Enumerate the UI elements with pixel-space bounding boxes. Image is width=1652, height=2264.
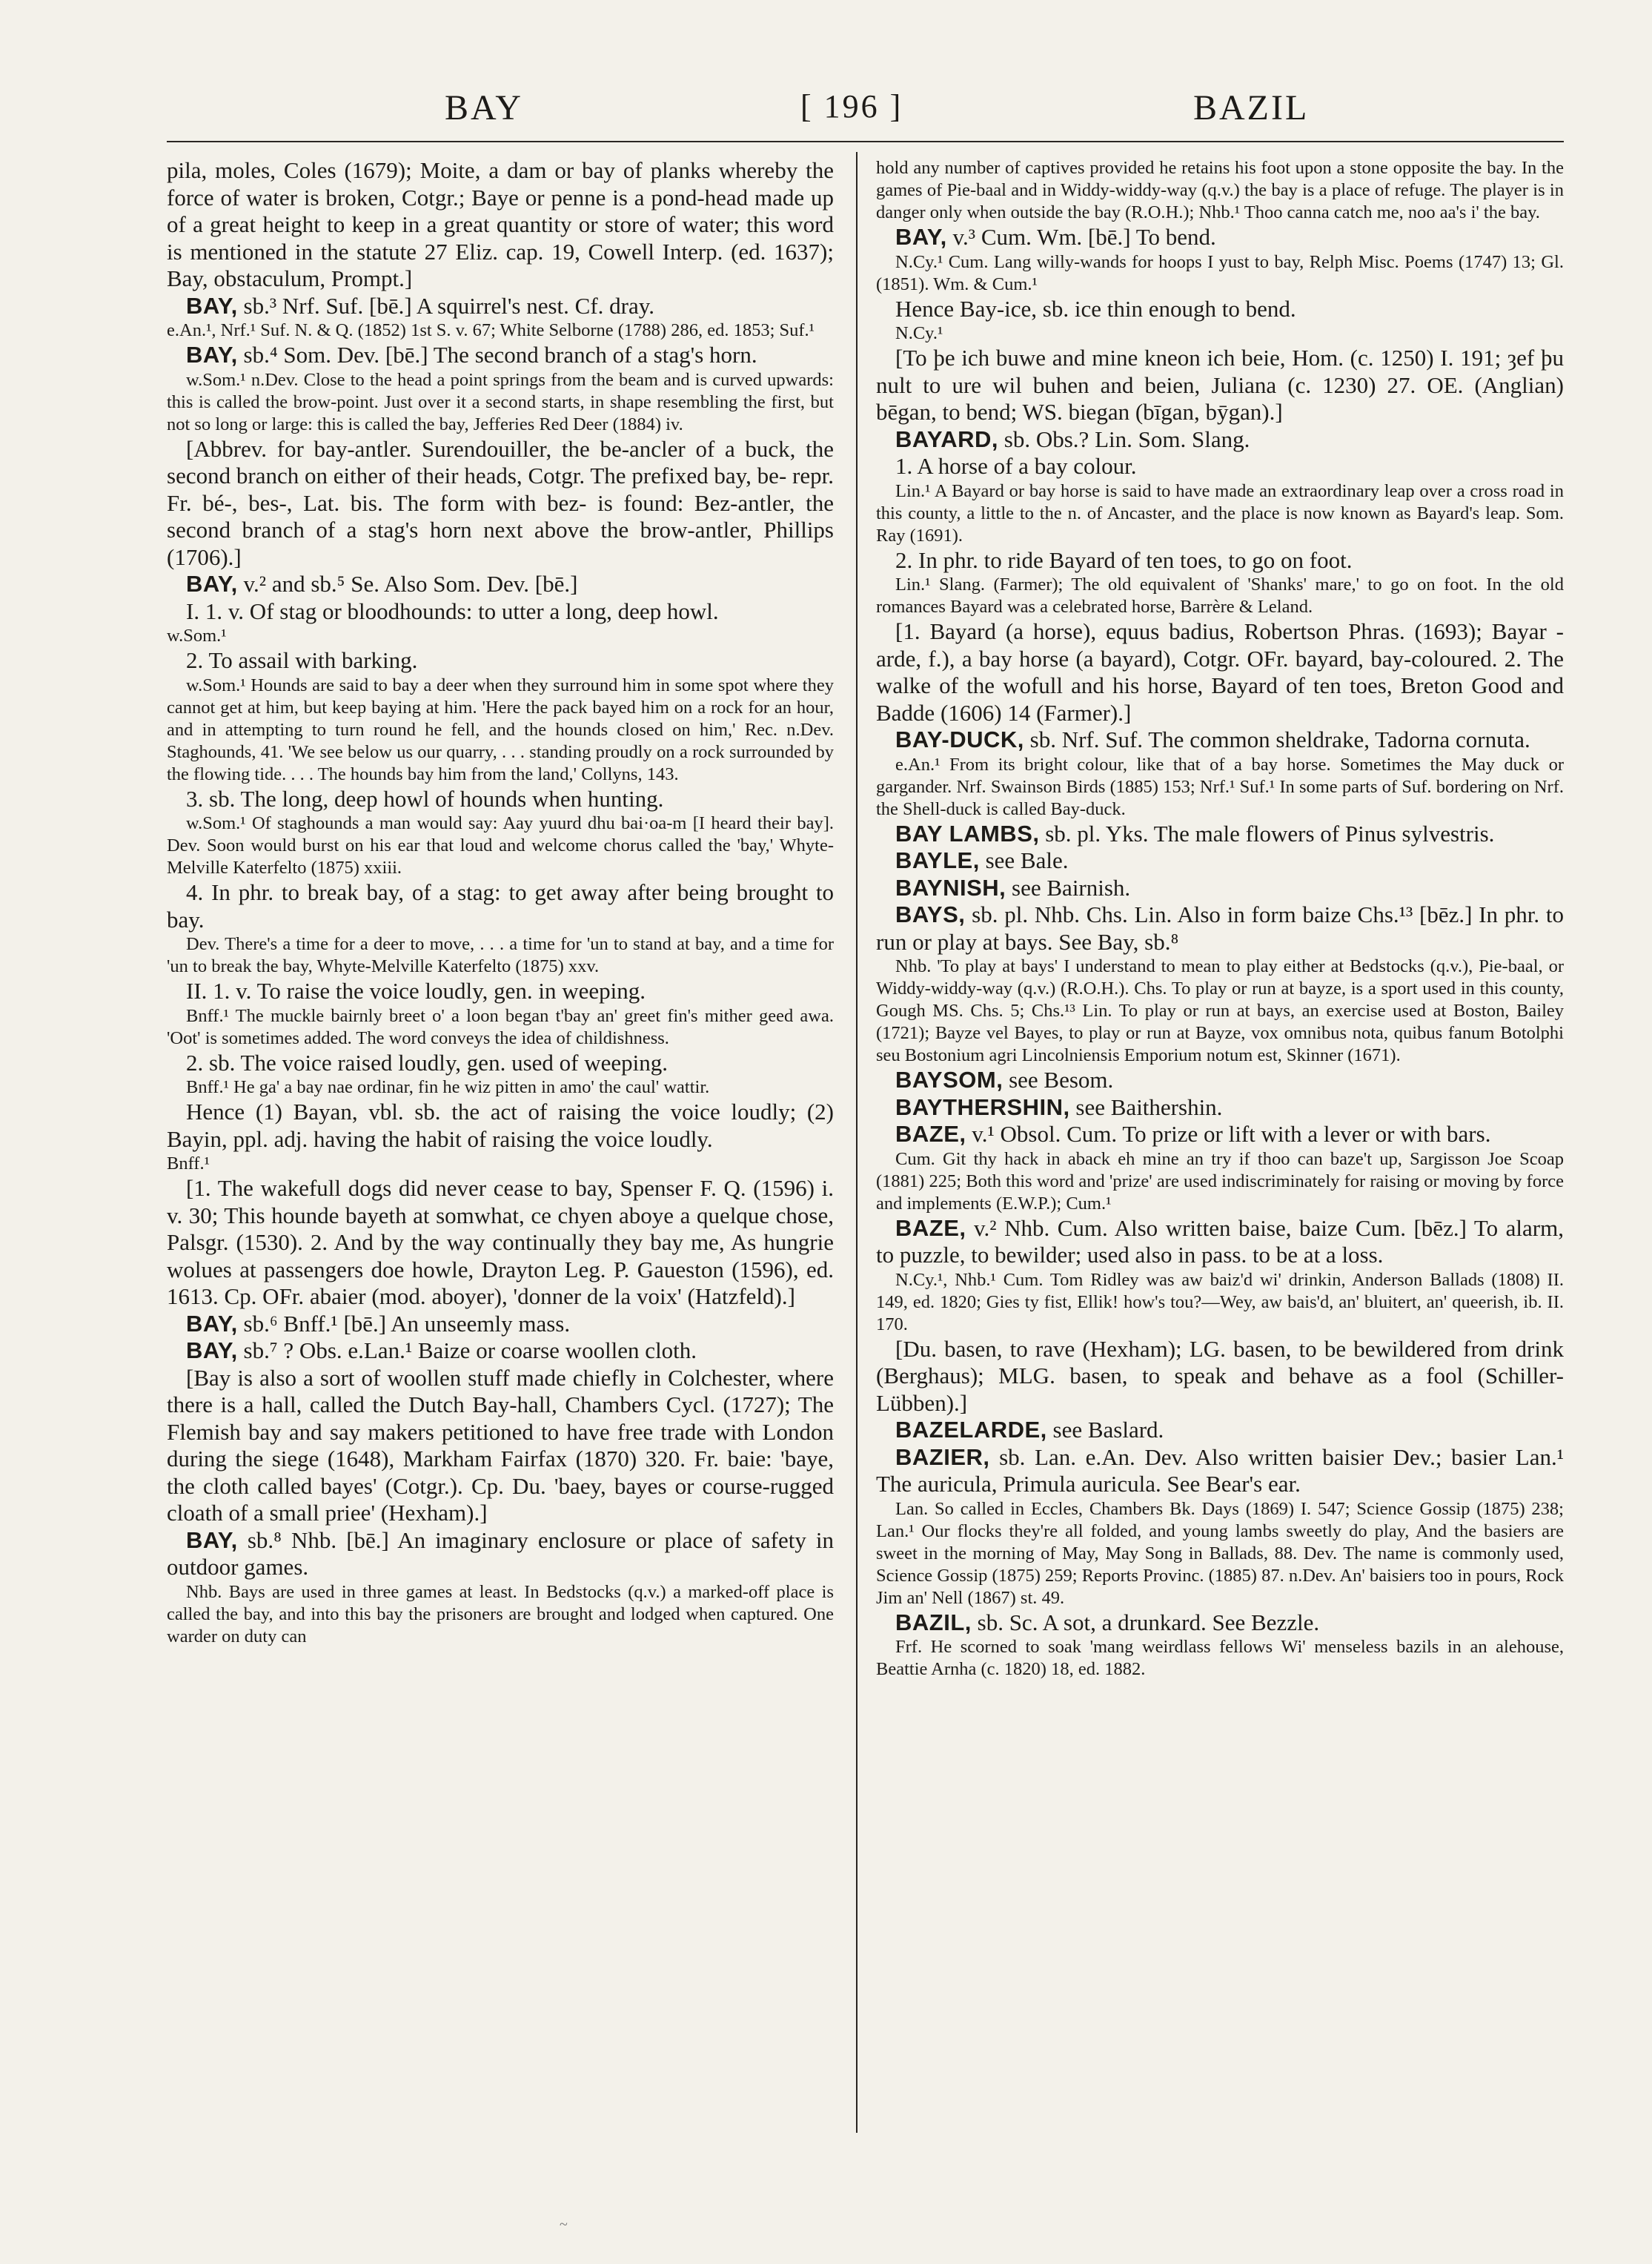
entry-text: [167, 786, 834, 813]
entry-body: Hence (1) Bayan, vbl. sb. the act of raising the voice loudly; (2) Bayin, ppl. adj. having the habit of raising the voice loudly.: [167, 1099, 834, 1152]
page-header: [163, 87, 1564, 147]
entry-body: Nhb. 'To play at bays' I understand to mean to play either at Bedstocks (q.v.), Pie-baal, or Widdy-widdy-way (q.v.) (R.O.H.). Chs. To play or run at bayze, is a sport used in this county, Gough MS. Chs. 5; Chs.¹³ Lin. To play or run at bays, an exercise used at Boston, Bailey (1721); Bayze vel Bayes, to play or run at Bayze, vox omnibus nota, quibus fanum Botolphi seu Bostonium agri Lincolniensis Emporium notum est, Skinner (1671).: [876, 956, 1564, 1065]
entry-body: see Bale.: [979, 847, 1069, 873]
entry-text: [167, 1175, 834, 1311]
entry-body: [Abbrev. for bay-antler. Surendouiller, the be-ancler of a buck, the second branch on either of their heads, Cotgr. The prefixed bay, be- repr. Fr. bé-, bes-, Lat. bis. The form with bez- is found: Bez-antler, the second branch of a stag's horn next above the brow-antler, Phillips (1706).]: [167, 435, 834, 570]
headword: BAY,: [186, 1310, 238, 1337]
entry-text: [876, 1148, 1564, 1215]
entry-body: Nhb. Bays are used in three games at least. In Bedstocks (q.v.) a marked-off place is called the bay, and into this bay the prisoners are brought and lodged when captured. One warder on duty can: [167, 1581, 834, 1646]
entry-body: e.An.¹, Nrf.¹ Suf. N. & Q. (1852) 1st S. v. 67; White Selborne (1788) 286, ed. 1853; Suf.¹: [167, 320, 815, 340]
entry-text: [876, 1636, 1564, 1681]
entry-body: 1. A horse of a bay colour.: [895, 453, 1137, 479]
entry-body: w.Som.¹: [167, 626, 227, 646]
dictionary-entry: [876, 426, 1564, 454]
entry-body: Frf. He scorned to soak 'mang weirdlass fellows Wi' menseless bazils in an alehouse, Beattie Arnha (c. 1820) 18, ed. 1882.: [876, 1637, 1564, 1679]
entry-body: N.Cy.¹, Nhb.¹ Cum. Tom Ridley was aw baiz'd wi' drinkin, Anderson Ballads (1808) II. 149, ed. 1820; Gies ty fist, Ellik! how's tou?—Wey, aw bais'd, an' bluitert, an' queerish, ib. II. 170.: [876, 1269, 1564, 1334]
entry-body: II. 1. v. To raise the voice loudly, gen. in weeping.: [186, 978, 646, 1004]
entry-text: [167, 879, 834, 933]
entry-body: 2. To assail with barking.: [186, 647, 418, 673]
dictionary-entry: [876, 1121, 1564, 1148]
entry-body: sb.⁷ ? Obs. e.Lan.¹ Baize or coarse woollen cloth.: [237, 1337, 697, 1363]
entry-text: [876, 754, 1564, 821]
entry-body: sb. pl. Nhb. Chs. Lin. Also in form baize Chs.¹³ [bēz.] In phr. to run or play at bays. See Bay, sb.⁸: [876, 901, 1564, 955]
entry-body: v.³ Cum. Wm. [bē.] To bend.: [946, 224, 1216, 250]
entry-body: hold any number of captives provided he retains his foot upon a stone opposite the bay. In the games of Pie-baal and in Widdy-widdy-way (q.v.) the bay is a place of refuge. The player is in danger only when outside the bay (R.O.H.); Nhb.¹ Thoo canna catch me, noo aa's i' the bay.: [876, 158, 1564, 222]
entry-text: [167, 1153, 834, 1175]
entry-body: N.Cy.¹: [895, 323, 943, 343]
entry-text: [167, 1050, 834, 1077]
entry-text: [876, 1269, 1564, 1336]
entry-text: [876, 251, 1564, 296]
entry-body: 3. sb. The long, deep howl of hounds when hunting.: [186, 785, 664, 812]
headword: BAYSOM,: [895, 1067, 1004, 1093]
dictionary-entry: [876, 1444, 1564, 1498]
entry-text: [876, 1336, 1564, 1417]
entry-body: sb.⁶ Bnff.¹ [bē.] An unseemly mass.: [237, 1310, 571, 1337]
entry-body: sb.³ Nrf. Suf. [bē.] A squirrel's nest. Cf. dray.: [237, 292, 654, 319]
dictionary-entry: [167, 571, 834, 598]
entry-body: Bnff.¹: [167, 1153, 210, 1174]
headword: BAY,: [186, 571, 238, 597]
dictionary-entry: [167, 1527, 834, 1581]
entry-body: 2. In phr. to ride Bayard of ten toes, to go on foot.: [895, 546, 1353, 573]
entry-body: Lin.¹ A Bayard or bay horse is said to have made an extraordinary leap over a cross road in this county, a little to the n. of Ancaster, and the place is now known as Bayard's leap. Som. Ray (1691).: [876, 480, 1564, 546]
headword: BAYLE,: [895, 847, 980, 873]
entry-text: [876, 296, 1564, 323]
headword: BAYTHERSHIN,: [895, 1093, 1070, 1120]
headword: BAYNISH,: [895, 874, 1006, 901]
entry-text: [876, 157, 1564, 224]
entry-body: w.Som.¹ Of staghounds a man would say: Aay yuurd dhu bai·oa-m [I heard their bay]. Dev. Soon would burst on his ear that loud and welcome chorus called the 'bay,' Whyte-Melville Katerfelto (1875) xxiii.: [167, 813, 834, 878]
entry-body: [Bay is also a sort of woollen stuff made chiefly in Colchester, where there is a hall, called the Dutch Bay-hall, Chambers Cycl. (1727); The Flemish bay and say makers petitioned to have free trade with London during the siege (1648), Markham Fairfax (1870) 320. Fr. baie: 'baye, the cloth called bayes' (Cotgr.). Cp. Du. 'baey, bayes or course-rugged cloath of a small priee' (Hexham).]: [167, 1364, 834, 1526]
dictionary-entry: [876, 1609, 1564, 1637]
entry-body: e.An.¹ From its bright colour, like that of a bay horse. Sometimes the May duck or gargander. Nrf. Swainson Birds (1885) 153; Nrf.¹ Suf.¹ In some parts of Suf. bordering on Nrf. the Shell-duck is called Bay-duck.: [876, 754, 1564, 819]
entry-text: [167, 933, 834, 978]
entry-body: Lan. So called in Eccles, Chambers Bk. Days (1869) I. 547; Science Gossip (1875) 238; Lan.¹ Our flocks they're all folded, and young lambs sweetly do play, And the basiers are sweet in the morning of May, May Song in Ballads, 88. Dev. The name is commonly used, Science Gossip (1875) 259; Reports Provinc. (1885) 87. n.Dev. An' baisiers too in pours, Rock Jim an' Nell (1867) st. 49.: [876, 1498, 1564, 1608]
entry-body: sb. Sc. A sot, a drunkard. See Bezzle.: [971, 1609, 1320, 1635]
entry-text: [167, 436, 834, 572]
dictionary-entry: [167, 1311, 834, 1338]
headword: BAY-DUCK,: [895, 726, 1024, 752]
dictionary-entry: [876, 847, 1564, 875]
entry-body: sb.⁸ Nhb. [bē.] An imaginary enclosure or place of safety in outdoor games.: [167, 1526, 834, 1580]
entry-text: [876, 956, 1564, 1067]
dictionary-entry: [876, 1067, 1564, 1094]
entry-text: [167, 1365, 834, 1527]
headword: BAYARD,: [895, 426, 999, 452]
entry-text: [167, 675, 834, 786]
headword: BAY,: [186, 1337, 238, 1363]
entry-body: v.² and sb.⁵ Se. Also Som. Dev. [bē.]: [237, 571, 578, 597]
entry-body: w.Som.¹ Hounds are said to bay a deer when they surround him in some spot where they cannot get at him, but keep baying at him. 'Here the pack bayed him on a rock for an hour, and in attempting to turn round he fell, and the hounds closed on him,' Rec. n.Dev. Staghounds, 41. 'We see below us our quarry, . . . standing proudly on a rock surrounded by the flowing tide. . . . The hounds bay him from the land,' Collyns, 143.: [167, 675, 834, 784]
entry-body: Dev. There's a time for a deer to move, . . . a time for 'un to stand at bay, and a time for 'un to break the bay, Whyte-Melville Katerfelto (1875) xxv.: [167, 934, 834, 976]
entry-body: sb. pl. Yks. The male flowers of Pinus sylvestris.: [1039, 820, 1495, 847]
entry-text: [876, 574, 1564, 618]
entry-body: pila, moles, Coles (1679); Moite, a dam or bay of planks whereby the force of water is broken, Cotgr.; Baye or penne is a pond-head made up of a great height to keep in a great quantity or store of water; this word is mentioned in the statute 27 Eliz. cap. 19, Cowell Interp. (ed. 1637); Bay, obstaculum, Prompt.]: [167, 157, 834, 291]
entry-body: w.Som.¹ n.Dev. Close to the head a point springs from the beam and is curved upwards: this is called the brow-point. Just over it a second starts, in shape resembling the first, but not so long or large: this is called the bay, Jefferies Red Deer (1884) iv.: [167, 369, 834, 434]
dictionary-entry: [167, 342, 834, 369]
entry-body: [1. Bayard (a horse), equus badius, Robertson Phras. (1693); Bayar -arde, f.), a bay horse (a bayard), Cotgr. OFr. bayard, bay-coloured. 2. The walke of the wofull and his horse, Bayard of ten toes, Breton Good and Badde (1606) 14 (Farmer).]: [876, 618, 1564, 726]
header-rule: [167, 141, 1564, 142]
headword: BAZIL,: [895, 1609, 972, 1635]
entry-text: [167, 978, 834, 1005]
headword: BAY,: [186, 342, 238, 368]
entry-text: [876, 618, 1564, 726]
entry-text: [167, 598, 834, 626]
entry-text: [876, 547, 1564, 575]
entry-body: [1. The wakefull dogs did never cease to bay, Spenser F. Q. (1596) i. v. 30; This hounde bayeth at somwhat, ce chyen aboye a quelque chose, Palsgr. (1530). 2. And by the way continually they bay me, As hungrie wolues at passengers doe howle, Drayton Leg. P. Gaueston (1596), ed. 1613. Cp. OFr. abaier (mod. aboyer), 'donner de la voix' (Hatzfeld).]: [167, 1175, 834, 1309]
entry-body: Hence Bay-ice, sb. ice thin enough to bend.: [895, 295, 1296, 322]
entry-text: [167, 1005, 834, 1050]
dictionary-entry: [167, 293, 834, 320]
entry-body: Lin.¹ Slang. (Farmer); The old equivalent of 'Shanks' mare,' to go on foot. In the old romances Bayard was a celebrated horse, Barrère & Leland.: [876, 575, 1564, 617]
entry-body: sb. Nrf. Suf. The common sheldrake, Tadorna cornuta.: [1024, 726, 1530, 752]
dictionary-entry: [876, 1417, 1564, 1444]
entry-text: [167, 157, 834, 293]
headword: BAY,: [895, 224, 947, 250]
entry-text: [167, 625, 834, 647]
headword: BAZIER,: [895, 1443, 990, 1470]
entry-text: [167, 320, 834, 342]
entry-body: sb. Obs.? Lin. Som. Slang.: [998, 426, 1250, 452]
entry-text: [167, 369, 834, 436]
entry-body: 2. sb. The voice raised loudly, gen. used of weeping.: [186, 1049, 668, 1076]
left-column: [167, 157, 834, 1648]
entry-text: [876, 1498, 1564, 1609]
entry-body: see Baslard.: [1046, 1417, 1164, 1443]
headword: BAZE,: [895, 1214, 966, 1241]
entry-body: v.² Nhb. Cum. Also written baise, baize Cum. [bēz.] To alarm, to puzzle, to bewilder; used also in pass. to be at a loss.: [876, 1214, 1564, 1268]
left-running-head: BAY: [445, 88, 523, 128]
headword: BAYS,: [895, 901, 966, 927]
column-divider: [856, 152, 857, 2133]
entry-text: [167, 1076, 834, 1099]
entry-body: sb.⁴ Som. Dev. [bē.] The second branch of a stag's horn.: [237, 342, 757, 368]
right-running-head: BAZIL: [1193, 88, 1310, 128]
headword: BAY,: [186, 1526, 238, 1553]
entry-text: [876, 480, 1564, 547]
right-column: [876, 157, 1564, 1681]
entry-text: [876, 322, 1564, 345]
entry-text: [167, 1099, 834, 1153]
entry-body: N.Cy.¹ Cum. Lang willy-wands for hoops I yust to bay, Relph Misc. Poems (1747) 13; Gl. (1851). Wm. & Cum.¹: [876, 251, 1564, 294]
entry-body: [Du. basen, to rave (Hexham); LG. basen, to be bewildered from drink (Berghaus); MLG. basen, to speak and behave as a fool (Schiller-Lübben).]: [876, 1335, 1564, 1416]
entry-text: [167, 647, 834, 675]
dictionary-entry: [876, 875, 1564, 902]
entry-body: [To þe ich buwe and mine kneon ich beie, Hom. (c. 1250) I. 191; ȝef þu nult to ure wil buhen and beien, Juliana (c. 1230) 27. OE. (Anglian) bēgan, to bend; WS. biegan (bīgan, bȳgan).]: [876, 345, 1564, 425]
entry-body: see Baithershin.: [1069, 1093, 1223, 1120]
entry-body: see Bairnish.: [1006, 874, 1131, 901]
dictionary-entry: [167, 1337, 834, 1365]
entry-text: [876, 345, 1564, 426]
entry-body: I. 1. v. Of stag or bloodhounds: to utter a long, deep howl.: [186, 598, 719, 624]
entry-body: see Besom.: [1003, 1067, 1114, 1093]
entry-text: [167, 1581, 834, 1648]
headword: BAY LAMBS,: [895, 820, 1040, 847]
entry-body: Cum. Git thy hack in aback eh mine an try if thoo can baze't up, Sargisson Joe Scoap (1881) 225; Both this word and 'prize' are used indiscriminately for raising or moving by force and implements (E.W.P.); Cum.¹: [876, 1148, 1564, 1214]
dictionary-entry: [876, 224, 1564, 251]
page-mark: ~: [560, 2217, 568, 2233]
page-number: [ 196 ]: [800, 88, 903, 125]
entry-body: Bnff.¹ The muckle bairnly breet o' a loon began t'bay an' greet fin's mither geed awa. 'Oot' is sometimes added. The word conveys the idea of childishness.: [167, 1005, 834, 1048]
dictionary-entry: [876, 1094, 1564, 1122]
entry-body: sb. Lan. e.An. Dev. Also written baisier Dev.; basier Lan.¹ The auricula, Primula auricula. See Bear's ear.: [876, 1443, 1564, 1497]
entry-body: Bnff.¹ He ga' a bay nae ordinar, fin he wiz pitten in amo' the caul' wattir.: [186, 1077, 710, 1097]
entry-text: [876, 453, 1564, 480]
dictionary-entry: [876, 1215, 1564, 1269]
headword: BAZE,: [895, 1121, 966, 1147]
dictionary-entry: [876, 821, 1564, 848]
headword: BAZELARDE,: [895, 1417, 1047, 1443]
entry-text: [167, 812, 834, 879]
dictionary-entry: [876, 726, 1564, 754]
dictionary-entry: [876, 901, 1564, 956]
entry-body: v.¹ Obsol. Cum. To prize or lift with a lever or with bars.: [966, 1121, 1491, 1147]
entry-body: 4. In phr. to break bay, of a stag: to get away after being brought to bay.: [167, 879, 834, 933]
headword: BAY,: [186, 292, 238, 319]
